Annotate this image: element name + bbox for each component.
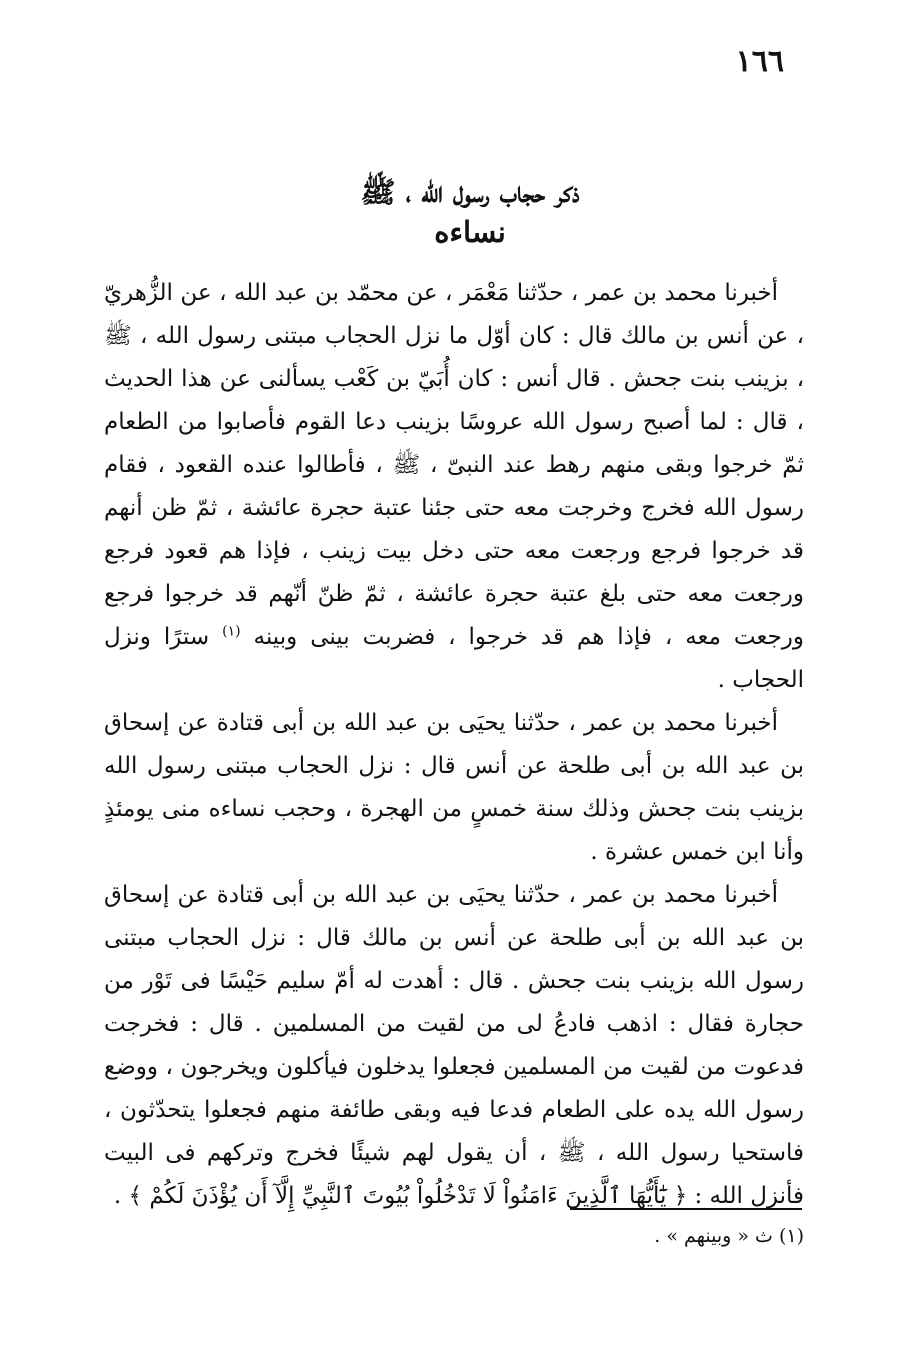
body-text <box>104 272 804 1218</box>
paragraph-1-text: أخبرنا محمد بن عمر ، حدّثنا مَعْمَر ، عن محمّد بن عبد الله ، عن الزُّهريّ ، عن أنس بن مالك قال : كان أوّل ما نزل الحجاب مبتنى رسول الله ، ﷺ ، بزينب بنت جحش . قال أنس : كان أُبَيّ بن كَعْب يسألنى عن هذا الحديث ، قال : لما أصبح رسول الله عروسًا بزينب دعا القوم فأصابوا من الطعام ثمّ خرجوا وبقى منهم رهط عند النبىّ ، ﷺ ، فأطالوا عنده القعود ، فقام رسول الله فخرج وخرجت معه حتى جئنا عتبة حجرة عائشة ، ثمّ ظن أنهم قد خرجوا فرجع ورجعت معه حتى دخل بيت زينب ، فإذا هم قعود فرجع ورجعت معه حتى بلغ عتبة حجرة عائشة ، ثمّ ظنّ أنّهم قد خرجوا فرجع ورجعت معه ، فإذا هم قد خرجوا ، فضربت بينى وبينه <box>104 280 805 650</box>
paragraph-1 <box>104 272 804 702</box>
heading-line-2: نساءه <box>434 215 506 249</box>
page-number: ١٦٦ <box>735 44 784 79</box>
footnote: (١) ث « وبينهم » . <box>654 1225 804 1247</box>
footnote-divider <box>570 1208 802 1210</box>
paragraph-2: أخبرنا محمد بن عمر ، حدّثنا يحيَى بن عبد الله بن أبى قتادة عن إسحاق بن عبد الله بن أبى طلحة عن أنس قال : نزل الحجاب مبتنى رسول الله بزينب بنت جحش وذلك سنة خمسٍ من الهجرة ، وحجب نساءه منى يومئذٍ وأنا ابن خمس عشرة . <box>104 710 804 865</box>
paragraph-3: أخبرنا محمد بن عمر ، حدّثنا يحيَى بن عبد الله بن أبى قتادة عن إسحاق بن عبد الله بن أبى طلحة عن أنس بن مالك قال : نزل الحجاب مبتنى رسول الله بزينب بنت جحش . قال : أهدت له أمّ سليم حَيْسًا فى تَوْر من حجارة فقال : اذهب فادعُ لى من لقيت من المسلمين . قال : فخرجت فدعوت من لقيت من المسلمين فجعلوا يدخلون فيأكلون ويخرجون ، ووضع رسول الله يده على الطعام فدعا فيه وبقى طائفة منهم فجعلوا يتحدّثون ، فاستحيا رسول الله ، ﷺ ، أن يقول لهم شيئًا فخرج وتركهم فى البيت فأنزل الله : ﴿ يَٰٓأَيُّهَا ٱلَّذِينَ ءَامَنُواْ لَا تَدْخُلُواْ بُيُوتَ ٱلنَّبِيِّ إِلَّآ أَن يُؤْذَنَ لَكُمْ ﴾ . <box>104 882 804 1209</box>
chapter-heading <box>120 172 820 252</box>
heading-line-1: ذكر حجاب رسول الله ، ﷺ <box>360 175 580 209</box>
footnote-reference: (١) <box>222 623 241 640</box>
paragraph-1-text-end: سترًا ونزل الحجاب . <box>104 624 804 693</box>
